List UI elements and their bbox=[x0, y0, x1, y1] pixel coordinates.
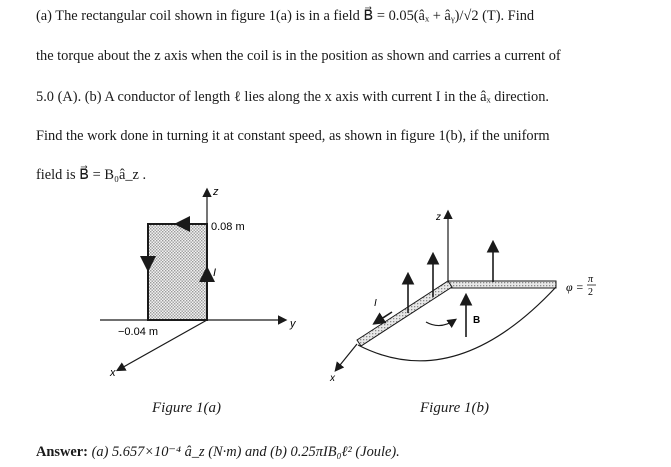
problem-line-3: 5.0 (A). (b) A conductor of length ℓ lies along the x axis with current I in the âₓ direction. bbox=[36, 89, 550, 105]
fig-b-rotation-arrow bbox=[426, 320, 455, 326]
fig-b-rod-final bbox=[448, 281, 556, 288]
fig-a-dim-top: 0.08 m bbox=[211, 221, 245, 233]
fig-a-current-label: I bbox=[213, 267, 217, 279]
answer-text: (a) 5.657×10⁻⁴ â_z (N·m) and (b) 0.25πIB₀ℓ² (Joule). bbox=[91, 444, 400, 460]
fig-b-current-label: I bbox=[374, 298, 377, 309]
figure-1a-caption: Figure 1(a) bbox=[152, 400, 222, 416]
problem-line-5: field is B⃗ = B₀â_z . bbox=[36, 167, 147, 183]
problem-line-2: the torque about the z axis when the coil is in the position as shown and carries a current of bbox=[36, 48, 561, 64]
fig-b-x-axis bbox=[336, 344, 357, 370]
fig-a-x-label: x bbox=[110, 367, 116, 379]
fig-b-phi-num: π bbox=[588, 274, 594, 285]
fig-a-dim-left: −0.04 m bbox=[118, 326, 159, 338]
figure-1b-caption: Figure 1(b) bbox=[420, 400, 490, 416]
fig-a-y-label: y bbox=[290, 318, 296, 330]
problem-line-4: Find the work done in turning it at constant speed, as shown in figure 1(b), if the uniform bbox=[36, 128, 550, 144]
fig-b-rod-initial bbox=[357, 281, 452, 346]
fig-b-b-label: B bbox=[473, 315, 481, 326]
fig-a-coil bbox=[148, 224, 207, 320]
figure-1b bbox=[329, 212, 596, 384]
fig-b-x-label: x bbox=[330, 373, 335, 384]
answer-label: Answer: bbox=[36, 444, 88, 460]
fig-a-z-label: z bbox=[213, 186, 219, 198]
answer-line bbox=[36, 444, 400, 461]
fig-b-z-label: z bbox=[436, 212, 441, 223]
figure-1a bbox=[100, 186, 297, 379]
problem-line-1: (a) The rectangular coil shown in figure 1(a) is in a field B⃗ = 0.05(âₓ + âᵧ)/√2 (T). Find bbox=[36, 8, 535, 24]
fig-b-phi-label: φ = bbox=[566, 280, 584, 294]
fig-b-phi-den: 2 bbox=[588, 287, 593, 298]
